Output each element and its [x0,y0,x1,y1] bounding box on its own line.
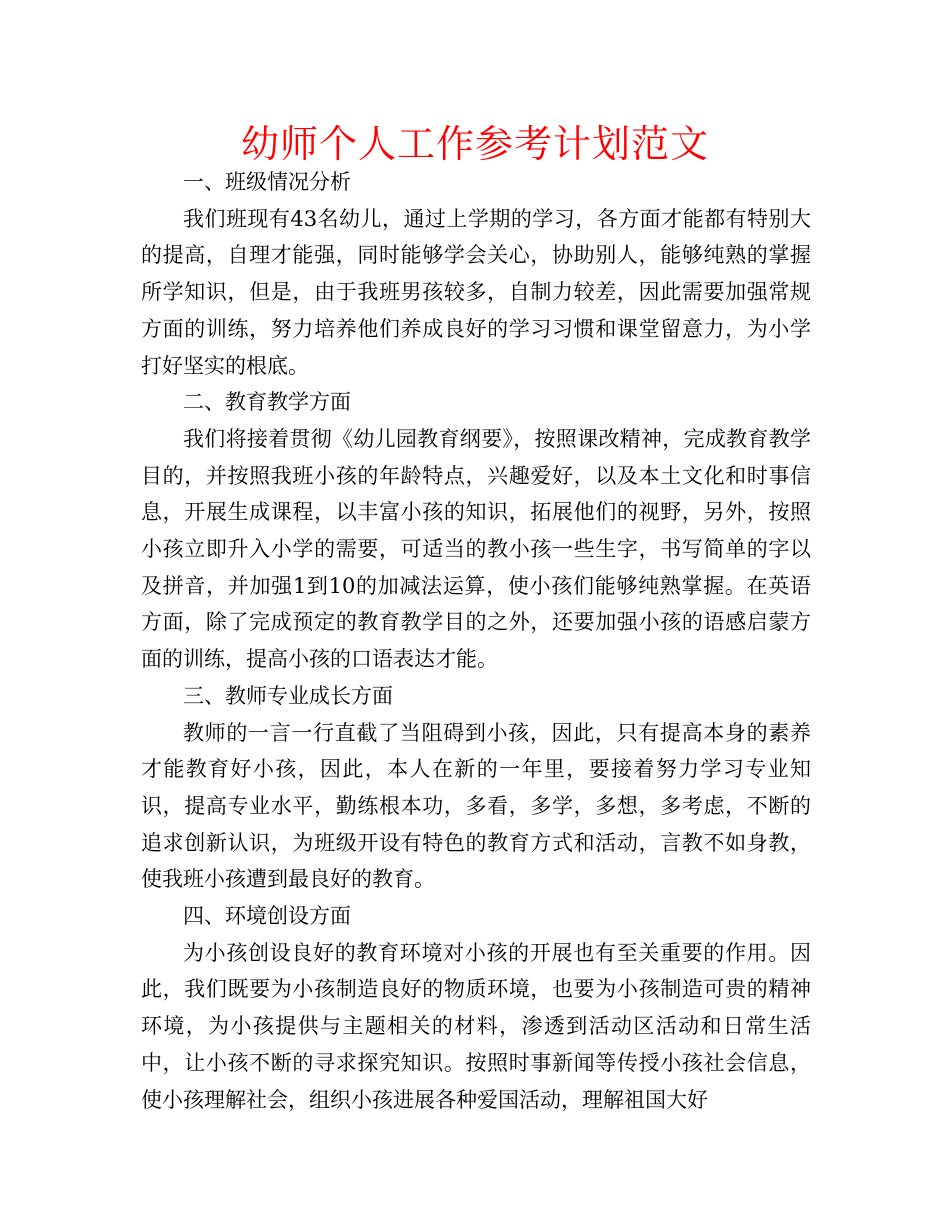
section-paragraph-class-analysis: 我们班现有43名幼儿，通过上学期的学习，各方面才能都有特别大的提高，自理才能强，同时能够学会关心，协助别人，能够纯熟的掌握所学知识，但是，由于我班男孩较多，自制力较差，因此需要加强常规方面的训练，努力培养他们养成良好的学习习惯和课堂留意力，为小学打好坚实的根底。 [141,206,811,378]
section-heading-teacher-growth: 三、教师专业成长方面 [183,683,393,708]
section-paragraph-teaching: 我们将接着贯彻《幼儿园教育纲要》，按照课改精神，完成教育教学目的，并按照我班小孩的年龄特点，兴趣爱好，以及本土文化和时事信息，开展生成课程，以丰富小孩的知识，拓展他们的视野，另外，按照小孩立即升入小学的需要，可适当的教小孩一些生字，书写简单的字以及拼音，并加强1到10的加减法运算，使小孩们能够纯熟掌握。在英语方面，除了完成预定的教育教学目的之外，还要加强小孩的语感启蒙方面的训练，提高小孩的口语表达才能。 [141,426,811,672]
section-heading-teaching: 二、教育教学方面 [183,390,351,415]
section-heading-environment: 四、环境创设方面 [183,904,351,929]
section-heading-class-analysis: 一、班级情况分析 [183,170,351,194]
section-paragraph-teacher-growth: 教师的一言一行直截了当阻碍到小孩，因此，只有提高本身的素养才能教育好小孩，因此，本人在新的一年里，要接着努力学习专业知识，提高专业水平，勤练根本功，多看，多学，多想，多考虑，不断的追求创新认识，为班级开设有特色的教育方式和活动，言教不如身教，使我班小孩遭到最良好的教育。 [141,720,811,892]
document-body [141,164,811,1118]
section-paragraph-environment: 为小孩创设良好的教育环境对小孩的开展也有至关重要的作用。因此，我们既要为小孩制造良好的物质环境，也要为小孩制造可贵的精神环境，为小孩提供与主题相关的材料，渗透到活动区活动和日常生活中，让小孩不断的寻求探究知识。按照时事新闻等传授小孩社会信息，使小孩理解社会，组织小孩进展各种爱国活动，理解祖国大好 [141,940,811,1112]
document-title: 幼师个人工作参考计划范文 [240,122,709,166]
